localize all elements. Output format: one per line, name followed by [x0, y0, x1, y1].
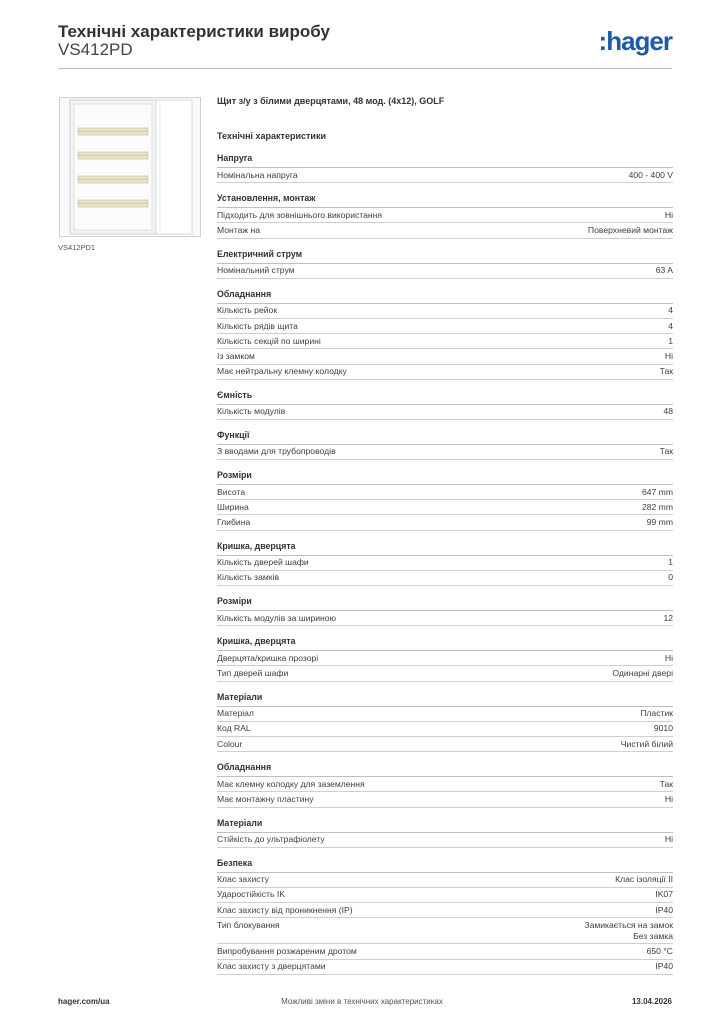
spec-group-title: Установлення, монтаж [217, 193, 673, 208]
spec-group [217, 858, 673, 975]
spec-group [217, 692, 673, 753]
spec-group [217, 541, 673, 586]
spec-label: Кількість замків [217, 572, 280, 583]
spec-label: Код RAL [217, 723, 251, 734]
spec-label: Монтаж на [217, 224, 261, 235]
spec-row [217, 485, 673, 500]
product-code: VS412PD [58, 40, 133, 59]
spec-label: Клас захисту з дверцятами [217, 961, 326, 972]
spec-value: Ні [664, 209, 673, 220]
spec-value: 9010 [653, 723, 673, 734]
spec-group [217, 390, 673, 420]
spec-row [217, 944, 673, 959]
spec-row [217, 611, 673, 626]
footer-date: 13.04.2026 [631, 997, 672, 1006]
spec-label: Матеріал [217, 708, 254, 719]
spec-label: Має монтажну пластину [217, 793, 314, 804]
spec-row [217, 918, 673, 944]
spec-row [217, 833, 673, 848]
spec-value: 63 A [655, 265, 673, 276]
spec-value: 650 °C [646, 946, 673, 957]
spec-group-title: Напруга [217, 153, 673, 168]
product-name: Щит з/у з білими дверцятами, 48 мод. (4x12), GOLF [217, 96, 445, 106]
spec-row [217, 304, 673, 319]
spec-value: 4 [668, 305, 673, 316]
spec-label: Випробування розжареним дротом [217, 946, 357, 957]
spec-group [217, 636, 673, 681]
spec-label: Має нейтральну клемну колодку [217, 366, 347, 377]
spec-group-title: Функції [217, 430, 673, 445]
spec-value: Одинарні двері [612, 667, 673, 678]
spec-group-title: Матеріали [217, 692, 673, 707]
page-title: Технічні характеристики виробу [58, 22, 330, 41]
header-divider [58, 68, 672, 69]
spec-value: Клас ізоляції II [615, 874, 673, 885]
spec-row [217, 777, 673, 792]
spec-value: 4 [668, 320, 673, 331]
spec-row [217, 737, 673, 752]
spec-label: Тип блокування [217, 919, 280, 930]
spec-label: З вводами для трубопроводів [217, 446, 336, 457]
spec-group-title: Безпека [217, 858, 673, 873]
spec-label: Ударостійкість IK [217, 889, 285, 900]
spec-label: Кількість рейок [217, 305, 278, 316]
spec-group [217, 249, 673, 279]
spec-row [217, 223, 673, 238]
spec-value: 48 [663, 406, 673, 417]
spec-row [217, 405, 673, 420]
spec-value: Ні [664, 652, 673, 663]
spec-group-title: Матеріали [217, 818, 673, 833]
spec-group [217, 596, 673, 626]
spec-group-title: Обладнання [217, 289, 673, 304]
spec-label: Дверцята/кришка прозорі [217, 652, 319, 663]
spec-row [217, 319, 673, 334]
spec-label: Ширина [217, 501, 249, 512]
spec-row [217, 365, 673, 380]
spec-label: Тип дверей шафи [217, 667, 289, 678]
spec-label: Colour [217, 738, 243, 749]
spec-group-title: Розміри [217, 596, 673, 611]
spec-row [217, 666, 673, 681]
spec-group-title: Кришка, дверцята [217, 636, 673, 651]
spec-group [217, 818, 673, 848]
spec-row [217, 445, 673, 460]
hager-logo [599, 28, 672, 54]
spec-value: Поверхневий монтаж [587, 224, 673, 235]
spec-label: Глибина [217, 517, 251, 528]
spec-group-title: Кришка, дверцята [217, 541, 673, 556]
spec-row [217, 264, 673, 279]
spec-value: 0 [668, 572, 673, 583]
spec-value: 282 mm [641, 501, 673, 512]
brand-wordmark: :hager [598, 26, 672, 56]
spec-panel [217, 96, 673, 985]
spec-label: Кількість дверей шафи [217, 557, 309, 568]
spec-value: 647 mm [641, 486, 673, 497]
spec-label: Має клемну колодку для заземлення [217, 778, 365, 789]
spec-group [217, 430, 673, 460]
spec-group-title: Електричний струм [217, 249, 673, 264]
footer-note: Можливі зміни в технічних характеристиках [281, 997, 443, 1006]
spec-value: IP40 [655, 961, 673, 972]
spec-value: Так [659, 446, 673, 457]
spec-row [217, 888, 673, 903]
spec-value: Ні [664, 350, 673, 361]
spec-row [217, 792, 673, 807]
spec-row [217, 168, 673, 183]
spec-group [217, 762, 673, 807]
spec-row [217, 571, 673, 586]
distribution-board-illustration [60, 98, 200, 236]
spec-label: Кількість секцій по ширині [217, 335, 321, 346]
spec-row [217, 334, 673, 349]
spec-row [217, 873, 673, 888]
spec-row [217, 515, 673, 530]
spec-label: Стійкість до ультрафіолету [217, 834, 325, 845]
footer-website: hager.com/ua [58, 997, 110, 1006]
spec-row [217, 960, 673, 975]
spec-label: Кількість модулів [217, 406, 286, 417]
image-caption: VS412PD1 [58, 243, 96, 252]
spec-value: 400 - 400 V [628, 169, 673, 180]
spec-value: 1 [668, 335, 673, 346]
spec-groups [217, 153, 673, 975]
spec-group [217, 193, 673, 238]
spec-row [217, 349, 673, 364]
spec-row [217, 722, 673, 737]
spec-label: Висота [217, 486, 246, 497]
spec-group-title: Обладнання [217, 762, 673, 777]
spec-value: 12 [663, 612, 673, 623]
spec-label: Номінальна напруга [217, 169, 298, 180]
spec-row [217, 500, 673, 515]
spec-label: Номінальний струм [217, 265, 295, 276]
spec-value: Ні [664, 793, 673, 804]
spec-row [217, 208, 673, 223]
spec-group [217, 289, 673, 380]
spec-row [217, 707, 673, 722]
section-title: Технічні характеристики [217, 131, 326, 141]
product-image [59, 97, 201, 237]
spec-label: Кількість модулів за шириною [217, 612, 337, 623]
spec-value: Так [659, 778, 673, 789]
spec-value: Пластик [640, 708, 673, 719]
spec-group-title: Ємність [217, 390, 673, 405]
spec-value: IK07 [655, 889, 673, 900]
spec-label: Клас захисту [217, 874, 269, 885]
spec-row [217, 651, 673, 666]
spec-value: 1 [668, 557, 673, 568]
spec-label: Кількість рядів щита [217, 320, 298, 331]
spec-value: IP40 [655, 904, 673, 915]
spec-value: 99 mm [646, 517, 673, 528]
spec-value: Замикається на замок Без замка [584, 919, 673, 941]
spec-group-title: Розміри [217, 470, 673, 485]
spec-value: Чистий білий [620, 738, 673, 749]
spec-label: Клас захисту від проникнення (IP) [217, 904, 353, 915]
spec-group [217, 153, 673, 183]
spec-label: Підходить для зовнішнього використання [217, 209, 383, 220]
spec-value: Ні [664, 834, 673, 845]
spec-row [217, 903, 673, 918]
spec-label: Із замком [217, 350, 255, 361]
spec-value: Так [659, 366, 673, 377]
spec-group [217, 470, 673, 531]
spec-row [217, 556, 673, 571]
